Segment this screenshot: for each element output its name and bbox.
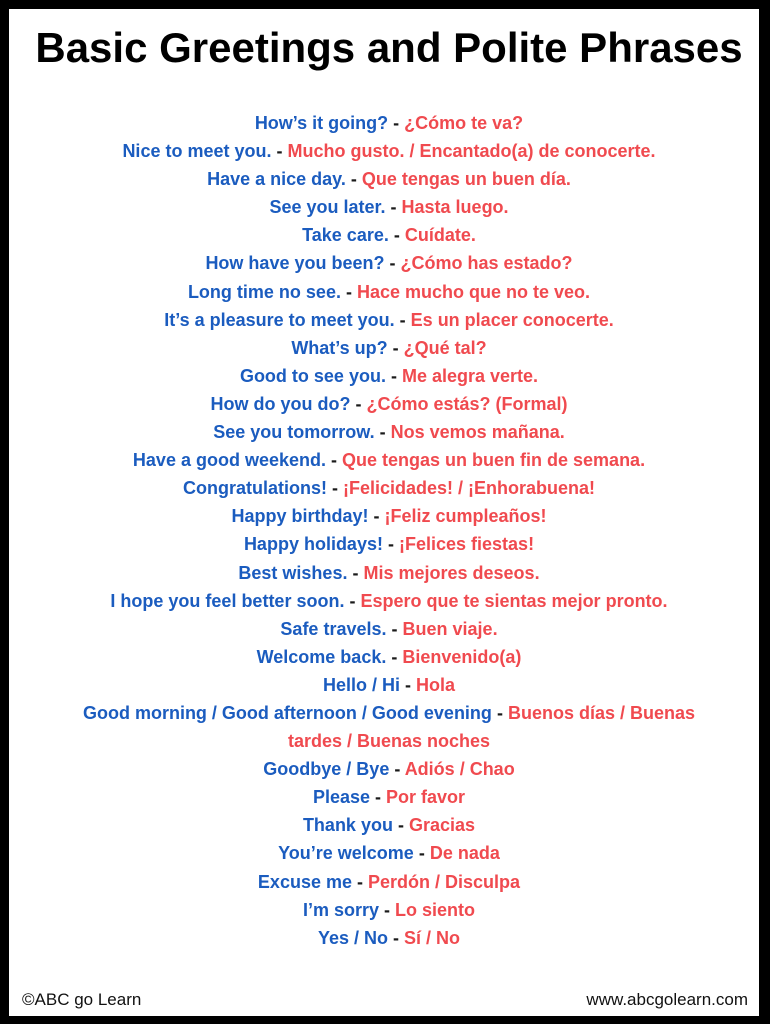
english-phrase: See you later. <box>269 197 386 218</box>
english-phrase: Nice to meet you. <box>122 141 272 162</box>
english-phrase: How do you do? <box>210 393 351 414</box>
phrase-row <box>69 165 709 193</box>
spanish-translation: Que tengas un buen fin de semana. <box>342 450 646 471</box>
phrase-row <box>69 418 709 446</box>
phrase-row <box>69 109 709 137</box>
phrase-row <box>69 137 709 165</box>
spanish-translation: Gracias <box>408 815 476 836</box>
spanish-translation: Mucho gusto. / Encantado(a) de conocerte. <box>287 141 656 162</box>
phrase-row <box>69 193 709 221</box>
phrase-row <box>69 221 709 249</box>
spanish-translation: Perdón / Disculpa <box>368 871 521 892</box>
phrase-row <box>69 755 709 783</box>
english-phrase: Best wishes. <box>238 562 348 583</box>
english-phrase: Long time no see. <box>187 281 341 302</box>
phrase-row <box>69 783 709 811</box>
english-phrase: Thank you <box>302 815 393 836</box>
english-phrase: Hello / Hi <box>322 674 400 695</box>
phrase-separator: - <box>276 141 283 162</box>
english-phrase: Excuse me <box>257 871 352 892</box>
phrase-row <box>69 924 709 952</box>
english-phrase: How’s it going? <box>254 113 389 133</box>
phrase-separator: - <box>387 534 394 555</box>
phrase-separator: - <box>384 899 391 920</box>
phrase-row <box>69 671 709 699</box>
phrase-separator: - <box>357 871 363 892</box>
phrase-row <box>69 334 709 362</box>
phrase-row <box>69 615 709 643</box>
phrase-row <box>69 249 709 277</box>
worksheet-page <box>9 9 759 1016</box>
phrase-separator: - <box>350 169 357 190</box>
spanish-translation: ¿Cómo te va? <box>404 113 524 133</box>
phrase-separator: - <box>390 197 397 218</box>
spanish-translation: ¿Cómo estás? (Formal) <box>366 393 568 414</box>
spanish-translation: De nada <box>429 843 500 864</box>
english-phrase: Congratulations! <box>182 478 327 499</box>
spanish-translation: Hace mucho que no te veo. <box>357 281 591 302</box>
spanish-translation: Buen viaje. <box>402 618 498 639</box>
phrase-separator: - <box>349 590 356 611</box>
spanish-translation: ¿Qué tal? <box>403 337 487 358</box>
phrase-row <box>69 306 709 334</box>
spanish-translation: Que tengas un buen día. <box>361 169 571 190</box>
spanish-translation: Mis mejores deseos. <box>363 562 540 583</box>
spanish-translation: Nos vemos mañana. <box>390 422 565 443</box>
phrase-row <box>69 390 709 418</box>
phrase-row <box>69 530 709 558</box>
spanish-translation: Cuídate. <box>404 225 476 246</box>
phrase-separator: - <box>390 365 397 386</box>
spanish-translation: Por favor <box>386 787 466 808</box>
spanish-translation: Lo siento <box>395 899 476 920</box>
phrase-separator: - <box>393 113 400 133</box>
phrase-separator: - <box>392 337 399 358</box>
phrase-separator: - <box>373 506 380 527</box>
english-phrase: Goodbye / Bye <box>263 759 390 780</box>
english-phrase: I’m sorry <box>302 899 379 920</box>
english-phrase: It’s a pleasure to meet you. <box>164 309 395 330</box>
phrase-row <box>69 699 709 755</box>
english-phrase: See you tomorrow. <box>213 422 375 443</box>
phrase-separator: - <box>393 225 400 246</box>
spanish-translation: Sí / No <box>404 927 461 948</box>
phrase-separator: - <box>394 759 401 780</box>
phrase-separator: - <box>331 478 338 499</box>
english-phrase: Please <box>312 787 370 808</box>
spanish-translation: Buenos días / Buenas tardes / Buenas noches <box>287 702 696 752</box>
phrase-separator: - <box>496 702 503 723</box>
phrase-separator: - <box>389 253 396 274</box>
english-phrase: You’re welcome <box>278 843 414 864</box>
spanish-translation: ¡Felicidades! / ¡Enhorabuena! <box>342 478 596 499</box>
spanish-translation: Hasta luego. <box>401 197 509 218</box>
spanish-translation: Espero que te sientas mejor pronto. <box>360 590 668 611</box>
english-phrase: Yes / No <box>317 927 388 948</box>
phrase-separator: - <box>397 815 404 836</box>
phrase-separator: - <box>352 562 359 583</box>
phrase-list <box>69 109 709 952</box>
english-phrase: Have a nice day. <box>207 169 346 190</box>
phrase-separator: - <box>379 422 386 443</box>
phrase-row <box>69 811 709 839</box>
phrase-row <box>69 474 709 502</box>
phrase-separator: - <box>375 787 382 808</box>
copyright-notice: ©ABC go Learn <box>22 990 142 1009</box>
phrase-separator: - <box>391 618 398 639</box>
website-url: www.abcgolearn.com <box>586 990 748 1009</box>
phrase-row <box>69 362 709 390</box>
spanish-translation: Es un placer conocerte. <box>410 309 614 330</box>
phrase-separator: - <box>418 843 425 864</box>
phrase-separator: - <box>393 927 399 948</box>
phrase-row <box>69 839 709 867</box>
english-phrase: Happy holidays! <box>243 534 383 555</box>
phrase-row <box>69 868 709 896</box>
phrase-separator: - <box>331 450 337 471</box>
phrase-row <box>69 896 709 924</box>
spanish-translation: Me alegra verte. <box>401 365 539 386</box>
phrase-separator: - <box>391 646 398 667</box>
spanish-translation: ¡Feliz cumpleaños! <box>384 506 547 527</box>
english-phrase: What’s up? <box>291 337 388 358</box>
english-phrase: I hope you feel better soon. <box>110 590 345 611</box>
spanish-translation: Hola <box>416 674 456 695</box>
page-title: Basic Greetings and Polite Phrases <box>35 24 743 71</box>
english-phrase: How have you been? <box>205 253 385 274</box>
english-phrase: Happy birthday! <box>231 506 369 527</box>
phrase-row <box>69 559 709 587</box>
spanish-translation: Bienvenido(a) <box>402 646 522 667</box>
phrase-row <box>69 587 709 615</box>
english-phrase: Good to see you. <box>239 365 386 386</box>
english-phrase: Good morning / Good afternoon / Good evening <box>82 702 492 723</box>
spanish-translation: ¿Cómo has estado? <box>400 253 573 274</box>
english-phrase: Welcome back. <box>256 646 387 667</box>
english-phrase: Have a good weekend. <box>132 450 326 471</box>
spanish-translation: ¡Felices fiestas! <box>399 534 535 555</box>
phrase-row <box>69 278 709 306</box>
phrase-row <box>69 502 709 530</box>
phrase-separator: - <box>355 393 362 414</box>
phrase-row <box>69 446 709 474</box>
spanish-translation: Adiós / Chao <box>404 759 515 780</box>
phrase-separator: - <box>399 309 406 330</box>
phrase-separator: - <box>345 281 352 302</box>
english-phrase: Take care. <box>302 225 389 246</box>
phrase-row <box>69 643 709 671</box>
phrase-separator: - <box>405 674 411 695</box>
english-phrase: Safe travels. <box>280 618 387 639</box>
